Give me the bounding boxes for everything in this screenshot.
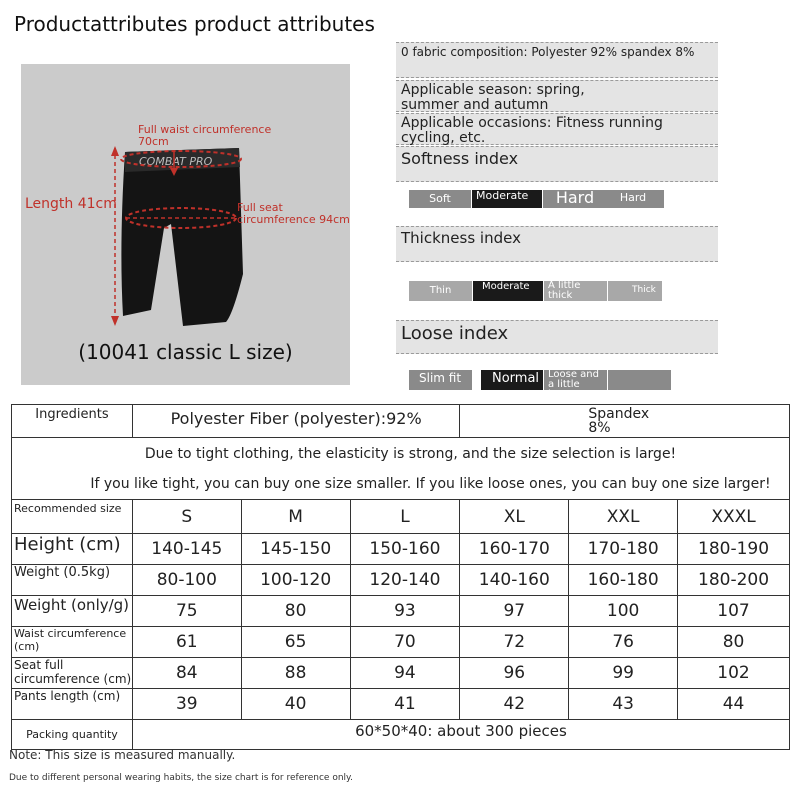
softness-scale [409, 190, 719, 208]
footer-note-reference: Due to different personal wearing habits, the size chart is for reference only. [9, 773, 353, 783]
size-advice-row [12, 438, 790, 500]
waist-label-line-2: 70cm [138, 135, 169, 148]
occasions-line-1: Applicable occasions: Fitness running [401, 115, 663, 131]
table-cell: 65 [241, 627, 350, 658]
packing-label: Packing quantity [12, 720, 133, 750]
thickness-option-thin: Thin [409, 281, 472, 301]
row-label-seat: Seat full circumference (cm) [12, 658, 133, 689]
table-cell: 120-140 [350, 565, 460, 596]
loose-title: Loose index [401, 323, 509, 344]
packing-row [12, 720, 790, 750]
season-line-1: Applicable season: spring, [401, 82, 585, 98]
table-cell: 88 [241, 658, 350, 689]
row-label-pants-length: Pants length (cm) [12, 689, 133, 720]
season-line-2: summer and autumn [401, 97, 549, 113]
softness-option-hard-selected: Hard [543, 190, 607, 208]
size-advice-line-1: Due to tight clothing, the elasticity is strong, and the size selection is large! [144, 445, 677, 462]
row-label-weight-kg: Weight (0.5kg) [12, 565, 133, 596]
table-cell: 180-200 [678, 565, 790, 596]
softness-option-soft: Soft [409, 190, 471, 208]
table-cell: 44 [678, 689, 790, 720]
softness-title-box [396, 146, 718, 182]
table-cell: 140-160 [460, 565, 569, 596]
table-cell: 170-180 [569, 534, 678, 565]
size-header-cell: M [241, 500, 350, 534]
softness-option-moderate: Moderate [472, 190, 542, 208]
table-cell: 97 [460, 596, 569, 627]
table-cell: 41 [350, 689, 460, 720]
table-cell: 99 [569, 658, 678, 689]
loose-option-loose: Loose and a little large [544, 370, 607, 390]
size-header-row [12, 500, 790, 534]
size-advice-line-2: If you like tight, you can buy one size smaller. If you like loose ones, you can buy one size larger! [90, 475, 771, 492]
thickness-scale [409, 281, 719, 301]
table-cell: 80 [678, 627, 790, 658]
size-advice [12, 438, 790, 500]
table-cell: 100-120 [241, 565, 350, 596]
table-cell: 94 [350, 658, 460, 689]
seat-label-line-2: circumference 94cm [237, 213, 350, 226]
waist-label-line-1: Full waist circumference [138, 123, 272, 136]
size-table [11, 404, 790, 750]
table-cell: 40 [241, 689, 350, 720]
loose-option-extra [608, 370, 671, 390]
table-cell: 145-150 [241, 534, 350, 565]
row-label-height: Height (cm) [12, 534, 133, 565]
packing-value: 60*50*40: about 300 pieces [132, 720, 789, 750]
table-row [12, 596, 790, 627]
table-cell: 39 [132, 689, 241, 720]
loose-option-normal: Normal [481, 370, 543, 390]
table-cell: 43 [569, 689, 678, 720]
thickness-option-moderate: Moderate [473, 281, 543, 301]
composition-box [396, 42, 718, 78]
thickness-title: Thickness index [401, 229, 521, 247]
table-row [12, 627, 790, 658]
season-box [396, 80, 718, 112]
table-cell: 80 [241, 596, 350, 627]
thickness-option-little-thick: A little thick [544, 281, 607, 301]
length-arrow-top [111, 146, 119, 156]
table-cell: 75 [132, 596, 241, 627]
row-label-waist: Waist circumference (cm) [12, 627, 133, 658]
seat-annotation [237, 202, 350, 226]
table-cell: 160-180 [569, 565, 678, 596]
loose-option-slim: Slim fit [409, 370, 472, 390]
table-cell: 84 [132, 658, 241, 689]
footer-note-manual: Note: This size is measured manually. [9, 748, 236, 762]
ingredients-row [12, 405, 790, 438]
waistband-text: COMBAT PRO [139, 155, 213, 168]
table-cell: 42 [460, 689, 569, 720]
thickness-title-box [396, 226, 718, 262]
recommended-size-label: Recommended size [12, 500, 133, 534]
table-cell: 70 [350, 627, 460, 658]
table-cell: 93 [350, 596, 460, 627]
occasions-line-2: cycling, etc. [401, 130, 486, 146]
size-header-cell: XL [460, 500, 569, 534]
seat-label-line-1: Full seat [237, 201, 283, 214]
spandex-name: Spandex [588, 406, 650, 422]
table-row [12, 565, 790, 596]
length-arrow-bottom [111, 316, 119, 326]
softness-option-hard: Hard [602, 190, 664, 208]
row-label-weight-g: Weight (only/g) [12, 596, 133, 627]
spandex-pct: 8% [588, 420, 611, 436]
occasions-box [396, 113, 718, 145]
waist-annotation [138, 124, 271, 148]
ingredient-polyester: Polyester Fiber (polyester):92% [132, 405, 459, 438]
shorts-shape [121, 148, 243, 326]
table-row [12, 689, 790, 720]
table-cell: 107 [678, 596, 790, 627]
product-image-panel [21, 64, 350, 385]
table-cell: 180-190 [678, 534, 790, 565]
size-caption: (10041 classic L size) [78, 340, 293, 364]
page-title: Productattributes product attributes [14, 12, 375, 36]
softness-title: Softness index [401, 149, 519, 168]
table-cell: 160-170 [460, 534, 569, 565]
table-cell: 150-160 [350, 534, 460, 565]
size-header-cell: S [132, 500, 241, 534]
loose-scale [409, 369, 719, 400]
loose-title-box [396, 320, 718, 354]
table-row [12, 534, 790, 565]
composition-text: 0 fabric composition: Polyester 92% spandex 8% [401, 45, 695, 59]
length-label: Length 41cm [25, 196, 117, 212]
table-cell: 100 [569, 596, 678, 627]
thickness-option-thick: Thick [608, 281, 662, 301]
table-cell: 61 [132, 627, 241, 658]
size-header-cell: L [350, 500, 460, 534]
ingredients-label: Ingredients [12, 405, 133, 438]
table-cell: 80-100 [132, 565, 241, 596]
table-cell: 102 [678, 658, 790, 689]
table-row [12, 658, 790, 689]
table-cell: 140-145 [132, 534, 241, 565]
ingredient-spandex [460, 405, 790, 438]
table-cell: 96 [460, 658, 569, 689]
size-header-cell: XXXL [678, 500, 790, 534]
table-cell: 72 [460, 627, 569, 658]
table-cell: 76 [569, 627, 678, 658]
size-header-cell: XXL [569, 500, 678, 534]
